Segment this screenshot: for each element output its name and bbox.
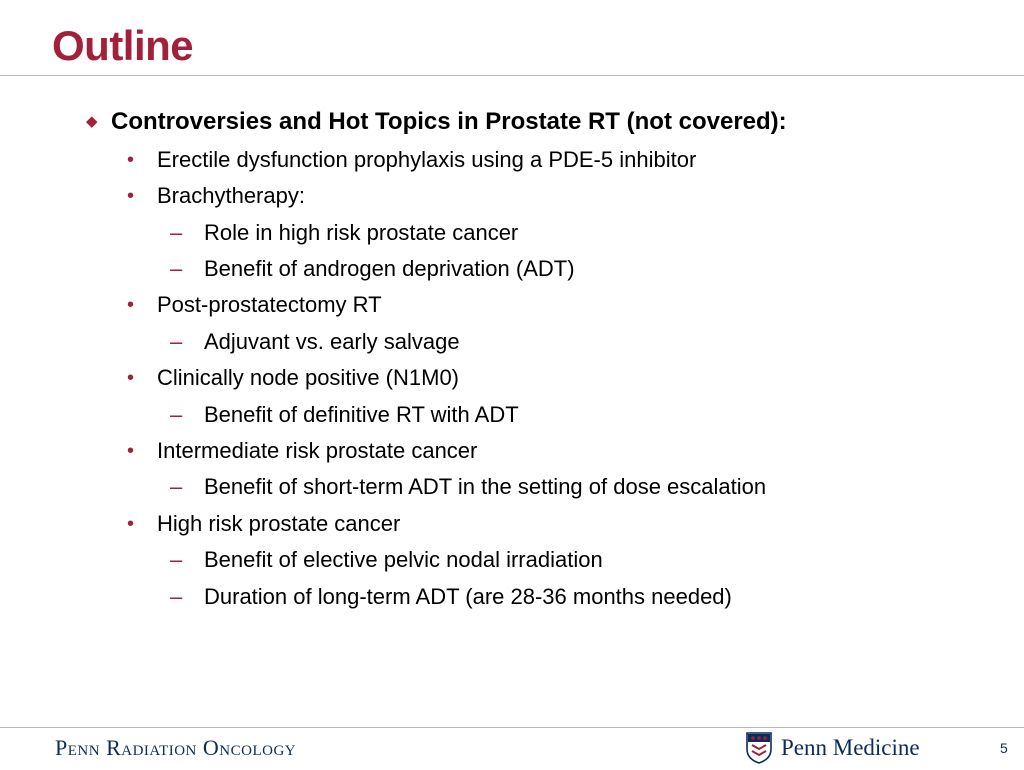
bullet-item: Post-prostatectomy RT xyxy=(157,292,382,317)
page-number: 5 xyxy=(1000,740,1008,756)
bullet-icon: • xyxy=(127,367,135,389)
dash-bullet-icon: – xyxy=(170,547,183,572)
dash-bullet-icon: – xyxy=(170,474,183,499)
bullet-item: High risk prostate cancer xyxy=(157,511,401,536)
bullet-item: Clinically node positive (N1M0) xyxy=(157,365,460,390)
bullet-icon: • xyxy=(127,149,135,171)
bullet-item: Brachytherapy: xyxy=(157,183,305,208)
bullet-icon: • xyxy=(127,185,135,207)
slide-title: Outline xyxy=(52,22,194,69)
outline-heading: Controversies and Hot Topics in Prostate RT (not covered): xyxy=(111,108,787,135)
bullet-icon: • xyxy=(127,513,135,535)
dash-bullet-icon: – xyxy=(170,584,183,609)
sub-bullet-item: Benefit of short-term ADT in the setting of dose escalation xyxy=(204,474,767,499)
penn-medicine-logo xyxy=(745,730,920,766)
sub-bullet-item: Role in high risk prostate cancer xyxy=(204,220,519,245)
dash-bullet-icon: – xyxy=(170,329,183,354)
sub-bullet-item: Duration of long-term ADT (are 28-36 months needed) xyxy=(204,584,732,609)
penn-medicine-wordmark: Penn Medicine xyxy=(781,735,920,760)
footer-divider xyxy=(0,727,1024,728)
penn-shield-icon xyxy=(745,731,773,765)
sub-bullet-item: Benefit of androgen deprivation (ADT) xyxy=(204,256,575,281)
title-divider xyxy=(0,75,1024,76)
bullet-item: Intermediate risk prostate cancer xyxy=(157,438,478,463)
sub-bullet-item: Benefit of definitive RT with ADT xyxy=(204,402,519,427)
bullet-icon: • xyxy=(127,440,135,462)
dash-bullet-icon: – xyxy=(170,402,183,427)
dash-bullet-icon: – xyxy=(170,220,183,245)
bullet-icon: • xyxy=(127,294,135,316)
bullet-item: Erectile dysfunction prophylaxis using a PDE-5 inhibitor xyxy=(157,147,697,172)
sub-bullet-item: Adjuvant vs. early salvage xyxy=(204,329,460,354)
diamond-bullet-icon: ◆ xyxy=(86,113,98,130)
penn-radiation-oncology-logo: Penn Radiation Oncology xyxy=(55,735,297,760)
dash-bullet-icon: – xyxy=(170,256,183,281)
sub-bullet-item: Benefit of elective pelvic nodal irradiation xyxy=(204,547,603,572)
